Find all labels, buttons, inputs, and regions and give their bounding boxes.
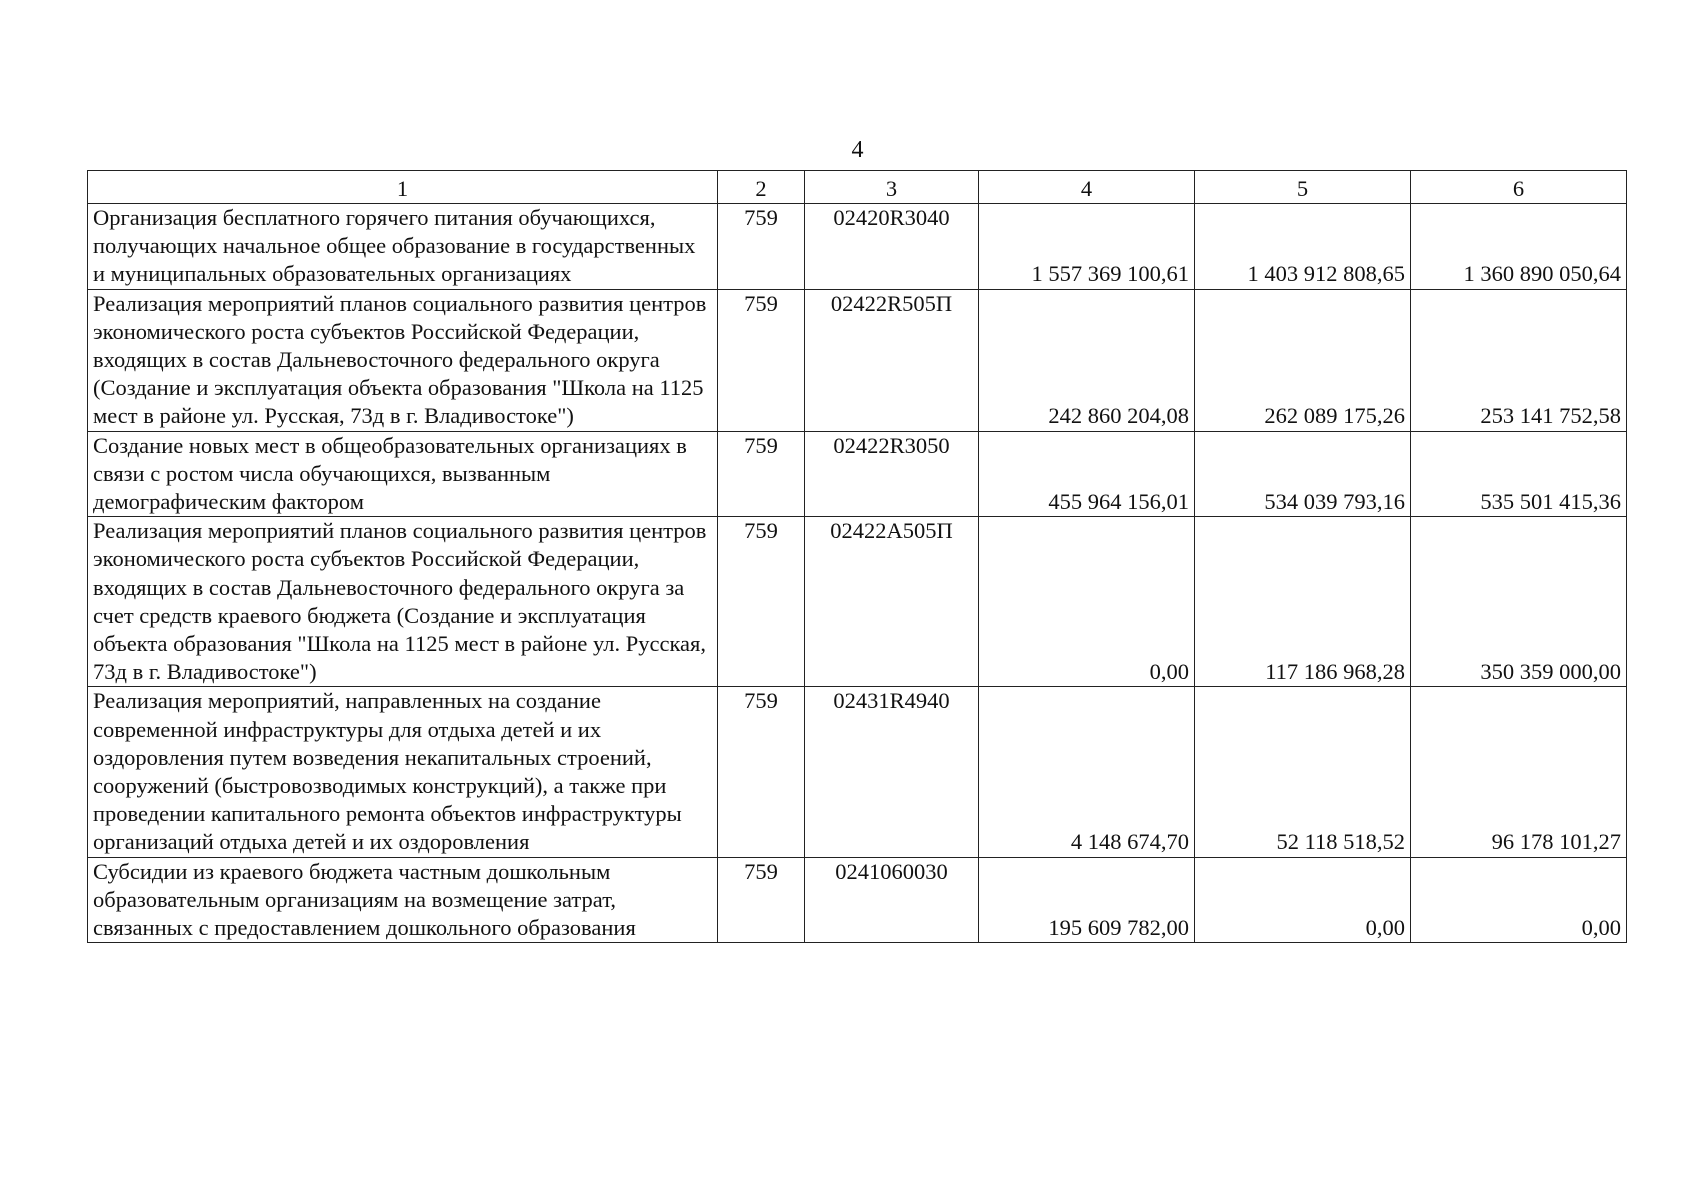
column-header: 2	[718, 171, 805, 204]
row-target-code: 02420R3040	[805, 204, 979, 290]
row-description: Реализация мероприятий планов социального развития центров экономического роста субъектов Российской Федерации, входящих в состав Дальневосточного федерального округа за счет средств краевого бюджета (Создание и эксплуатация объекта образования "Школа на 1125 мест в районе ул. Русская, 73д в г. Владивостоке")	[88, 517, 718, 687]
column-header: 1	[88, 171, 718, 204]
column-header: 3	[805, 171, 979, 204]
row-amount-col5: 0,00	[1195, 857, 1411, 943]
row-description: Реализация мероприятий, направленных на создание современной инфраструктуры для отдыха детей и их оздоровления путем возведения некапитальных строений, сооружений (быстровозводимых конструкций), а также при проведении капитального ремонта объектов инфраструктуры организаций отдыха детей и их оздоровления	[88, 687, 718, 857]
row-description: Реализация мероприятий планов социального развития центров экономического роста субъектов Российской Федерации, входящих в состав Дальневосточного федерального округа (Создание и эксплуатация объекта образования "Школа на 1125 мест в районе ул. Русская, 73д в г. Владивостоке")	[88, 289, 718, 431]
row-target-code: 02422R505П	[805, 289, 979, 431]
row-description: Субсидии из краевого бюджета частным дошкольным образовательным организациям на возмещение затрат, связанных с предоставлением дошкольного образования	[88, 857, 718, 943]
row-target-code: 02422A505П	[805, 517, 979, 687]
header-row	[88, 171, 1627, 204]
row-amount-col6: 253 141 752,58	[1411, 289, 1627, 431]
column-header: 5	[1195, 171, 1411, 204]
row-amount-col6: 0,00	[1411, 857, 1627, 943]
row-grbs-code: 759	[718, 289, 805, 431]
page-number: 4	[851, 137, 864, 163]
row-amount-col6: 96 178 101,27	[1411, 687, 1627, 857]
row-amount-col5: 52 118 518,52	[1195, 687, 1411, 857]
row-amount-col4: 0,00	[979, 517, 1195, 687]
row-amount-col5: 534 039 793,16	[1195, 431, 1411, 517]
row-grbs-code: 759	[718, 204, 805, 290]
row-amount-col6: 1 360 890 050,64	[1411, 204, 1627, 290]
row-amount-col4: 195 609 782,00	[979, 857, 1195, 943]
row-amount-col5: 262 089 175,26	[1195, 289, 1411, 431]
table-row	[88, 517, 1627, 687]
row-grbs-code: 759	[718, 857, 805, 943]
row-amount-col6: 350 359 000,00	[1411, 517, 1627, 687]
row-amount-col5: 1 403 912 808,65	[1195, 204, 1411, 290]
table-row	[88, 431, 1627, 517]
row-amount-col5: 117 186 968,28	[1195, 517, 1411, 687]
table-row	[88, 857, 1627, 943]
row-grbs-code: 759	[718, 687, 805, 857]
row-target-code: 02431R4940	[805, 687, 979, 857]
budget-table	[87, 170, 1627, 943]
row-description: Организация бесплатного горячего питания обучающихся, получающих начальное общее образование в государственных и муниципальных образовательных организациях	[88, 204, 718, 290]
column-header: 6	[1411, 171, 1627, 204]
table-row	[88, 204, 1627, 290]
row-target-code: 0241060030	[805, 857, 979, 943]
row-description: Создание новых мест в общеобразовательных организациях в связи с ростом числа обучающихся, вызванным демографическим фактором	[88, 431, 718, 517]
table-row	[88, 289, 1627, 431]
column-header: 4	[979, 171, 1195, 204]
row-amount-col6: 535 501 415,36	[1411, 431, 1627, 517]
row-amount-col4: 1 557 369 100,61	[979, 204, 1195, 290]
row-amount-col4: 242 860 204,08	[979, 289, 1195, 431]
row-grbs-code: 759	[718, 431, 805, 517]
row-amount-col4: 455 964 156,01	[979, 431, 1195, 517]
row-target-code: 02422R3050	[805, 431, 979, 517]
row-grbs-code: 759	[718, 517, 805, 687]
table-row	[88, 687, 1627, 857]
row-amount-col4: 4 148 674,70	[979, 687, 1195, 857]
